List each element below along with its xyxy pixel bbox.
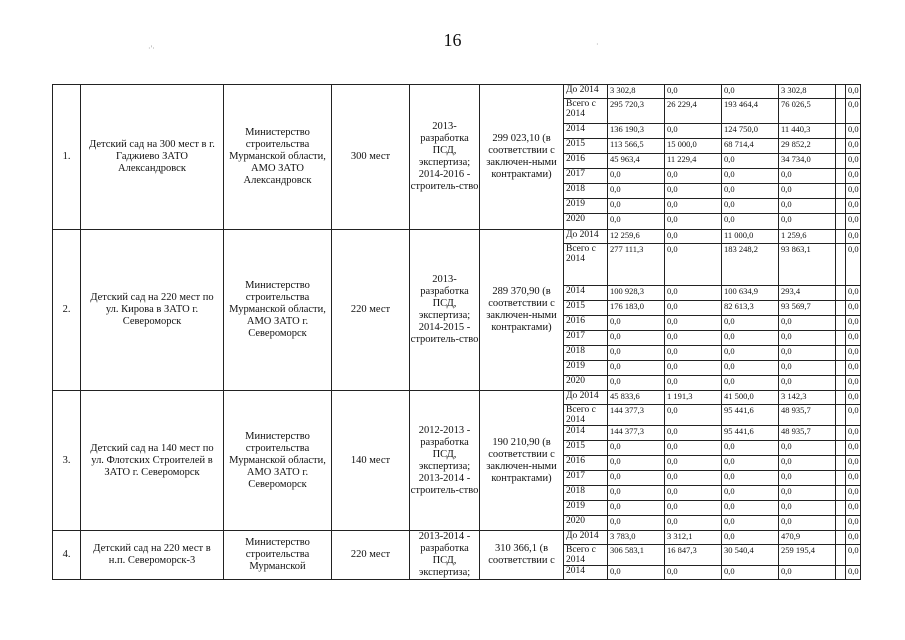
amount-cell: 0,0 [846, 361, 861, 376]
customer-cell: Министерство строительства Мурманской области, АМО ЗАТО Александровск [224, 85, 332, 230]
amount-cell: 11 440,3 [779, 124, 836, 139]
amount-cell: 0,0 [846, 545, 861, 566]
amount-cell: 0,0 [846, 566, 861, 580]
customer-cell: Министерство строительства Мурманской области, АМО ЗАТО г. Североморск [224, 391, 332, 531]
year-cell: 2019 [564, 361, 608, 376]
amount-cell: 293,4 [779, 286, 836, 301]
amount-cell: 0,0 [846, 376, 861, 391]
amount-cell: 0,0 [665, 456, 722, 471]
row-index: 4. [53, 531, 81, 580]
object-name: Детский сад на 220 мест в н.п. Североморск-3 [81, 531, 224, 580]
amount-cell: 0,0 [779, 169, 836, 184]
spacer-cell [836, 184, 846, 199]
amount-cell: 136 190,3 [608, 124, 665, 139]
amount-cell: 0,0 [846, 184, 861, 199]
year-cell: 2017 [564, 471, 608, 486]
spacer-cell [836, 85, 846, 99]
amount-cell: 0,0 [665, 426, 722, 441]
amount-cell: 3 302,8 [608, 85, 665, 99]
amount-cell: 183 248,2 [722, 244, 779, 286]
amount-cell: 0,0 [608, 214, 665, 230]
year-cell: 2016 [564, 456, 608, 471]
amount-cell: 0,0 [846, 531, 861, 545]
page-number: 16 [443, 30, 462, 50]
amount-cell: 0,0 [665, 346, 722, 361]
year-cell: 2015 [564, 441, 608, 456]
year-cell: 2014 [564, 566, 608, 580]
amount-cell: 0,0 [846, 99, 861, 124]
amount-cell: 0,0 [608, 471, 665, 486]
spacer-cell [836, 154, 846, 169]
amount-cell: 0,0 [665, 214, 722, 230]
spacer-cell [836, 516, 846, 531]
amount-cell: 0,0 [722, 169, 779, 184]
spacer-cell [836, 531, 846, 545]
amount-cell: 0,0 [608, 184, 665, 199]
scan-speck: ·'· [148, 44, 155, 53]
amount-cell: 68 714,4 [722, 139, 779, 154]
spacer-cell [836, 199, 846, 214]
period-cell: 2012-2013 - разработка ПСД, экспертиза; 2013-2014 - строитель-ство [410, 391, 480, 531]
amount-cell: 0,0 [846, 154, 861, 169]
amount-cell: 0,0 [846, 85, 861, 99]
amount-cell: 0,0 [608, 346, 665, 361]
table-row [53, 391, 861, 405]
customer-cell: Министерство строительства Мурманской [224, 531, 332, 580]
year-cell: Всего с 2014 [564, 99, 608, 124]
amount-cell: 470,9 [779, 531, 836, 545]
object-name: Детский сад на 300 мест в г. Гаджиево ЗАТО Александровск [81, 85, 224, 230]
amount-cell: 3 783,0 [608, 531, 665, 545]
amount-cell: 30 540,4 [722, 545, 779, 566]
amount-cell: 0,0 [608, 456, 665, 471]
amount-cell: 0,0 [665, 441, 722, 456]
spacer-cell [836, 331, 846, 346]
spacer-cell [836, 471, 846, 486]
year-cell: 2020 [564, 516, 608, 531]
amount-cell: 100 928,3 [608, 286, 665, 301]
amount-cell: 95 441,6 [722, 426, 779, 441]
spacer-cell [836, 441, 846, 456]
amount-cell: 193 464,4 [722, 99, 779, 124]
capacity-cell: 300 мест [332, 85, 410, 230]
amount-cell: 144 377,3 [608, 405, 665, 426]
capacity-cell: 220 мест [332, 531, 410, 580]
amount-cell: 0,0 [846, 501, 861, 516]
amount-cell: 0,0 [608, 486, 665, 501]
spacer-cell [836, 214, 846, 230]
object-name: Детский сад на 140 мест по ул. Флотских Строителей в ЗАТО г. Североморск [81, 391, 224, 531]
year-cell: 2017 [564, 169, 608, 184]
amount-cell: 113 566,5 [608, 139, 665, 154]
year-cell: Всего с 2014 [564, 545, 608, 566]
amount-cell: 0,0 [608, 361, 665, 376]
amount-cell: 0,0 [846, 244, 861, 286]
amount-cell: 93 569,7 [779, 301, 836, 316]
amount-cell: 34 734,0 [779, 154, 836, 169]
row-index: 2. [53, 230, 81, 391]
amount-cell: 0,0 [846, 124, 861, 139]
year-cell: 2018 [564, 346, 608, 361]
amount-cell: 0,0 [779, 486, 836, 501]
amount-cell: 0,0 [665, 301, 722, 316]
spacer-cell [836, 124, 846, 139]
amount-cell: 41 500,0 [722, 391, 779, 405]
spacer-cell [836, 426, 846, 441]
amount-cell: 0,0 [608, 516, 665, 531]
year-cell: 2020 [564, 214, 608, 230]
table-row [53, 230, 861, 244]
amount-cell: 45 833,6 [608, 391, 665, 405]
amount-cell: 0,0 [665, 566, 722, 580]
spacer-cell [836, 405, 846, 426]
amount-cell: 0,0 [665, 405, 722, 426]
amount-cell: 0,0 [846, 301, 861, 316]
amount-cell: 0,0 [846, 331, 861, 346]
year-cell: 2019 [564, 501, 608, 516]
year-cell: 2018 [564, 486, 608, 501]
amount-cell: 0,0 [722, 346, 779, 361]
spacer-cell [836, 566, 846, 580]
amount-cell: 0,0 [665, 361, 722, 376]
amount-cell: 11 229,4 [665, 154, 722, 169]
amount-cell: 0,0 [665, 230, 722, 244]
amount-cell: 12 259,6 [608, 230, 665, 244]
amount-cell: 26 229,4 [665, 99, 722, 124]
amount-cell: 1 191,3 [665, 391, 722, 405]
amount-cell: 95 441,6 [722, 405, 779, 426]
amount-cell: 0,0 [846, 139, 861, 154]
amount-cell: 82 613,3 [722, 301, 779, 316]
year-cell: 2019 [564, 199, 608, 214]
spacer-cell [836, 346, 846, 361]
amount-cell: 0,0 [779, 516, 836, 531]
amount-cell: 0,0 [846, 456, 861, 471]
amount-cell: 0,0 [846, 405, 861, 426]
cost-cell: 289 370,90 (в соответствии с заключен-ными контрактами) [480, 230, 564, 391]
amount-cell: 0,0 [722, 566, 779, 580]
amount-cell: 0,0 [846, 316, 861, 331]
year-cell: Всего с 2014 [564, 405, 608, 426]
period-cell: 2013-2014 - разработка ПСД, экспертиза; [410, 531, 480, 580]
amount-cell: 0,0 [779, 184, 836, 199]
amount-cell: 124 750,0 [722, 124, 779, 139]
spacer-cell [836, 99, 846, 124]
amount-cell: 144 377,3 [608, 426, 665, 441]
construction-projects-table [52, 84, 861, 580]
amount-cell: 277 111,3 [608, 244, 665, 286]
amount-cell: 16 847,3 [665, 545, 722, 566]
amount-cell: 0,0 [779, 566, 836, 580]
amount-cell: 0,0 [846, 286, 861, 301]
spacer-cell [836, 301, 846, 316]
amount-cell: 0,0 [779, 471, 836, 486]
spacer-cell [836, 361, 846, 376]
amount-cell: 48 935,7 [779, 405, 836, 426]
spacer-cell [836, 139, 846, 154]
amount-cell: 0,0 [779, 501, 836, 516]
amount-cell: 29 852,2 [779, 139, 836, 154]
amount-cell: 0,0 [722, 184, 779, 199]
row-index: 3. [53, 391, 81, 531]
amount-cell: 0,0 [665, 331, 722, 346]
amount-cell: 3 302,8 [779, 85, 836, 99]
amount-cell: 0,0 [722, 316, 779, 331]
year-cell: 2014 [564, 124, 608, 139]
amount-cell: 45 963,4 [608, 154, 665, 169]
amount-cell: 0,0 [846, 214, 861, 230]
spacer-cell [836, 244, 846, 286]
year-cell: До 2014 [564, 230, 608, 244]
amount-cell: 0,0 [608, 566, 665, 580]
amount-cell: 3 142,3 [779, 391, 836, 405]
amount-cell: 0,0 [608, 331, 665, 346]
customer-cell: Министерство строительства Мурманской области, АМО ЗАТО г. Североморск [224, 230, 332, 391]
cost-cell: 299 023,10 (в соответствии с заключен-ными контрактами) [480, 85, 564, 230]
year-cell: 2016 [564, 154, 608, 169]
amount-cell: 0,0 [608, 501, 665, 516]
amount-cell: 1 259,6 [779, 230, 836, 244]
amount-cell: 0,0 [665, 471, 722, 486]
amount-cell: 0,0 [722, 516, 779, 531]
amount-cell: 0,0 [722, 501, 779, 516]
amount-cell: 0,0 [722, 331, 779, 346]
spacer-cell [836, 316, 846, 331]
amount-cell: 3 312,1 [665, 531, 722, 545]
amount-cell: 0,0 [846, 169, 861, 184]
amount-cell: 0,0 [846, 486, 861, 501]
amount-cell: 0,0 [608, 169, 665, 184]
spacer-cell [836, 169, 846, 184]
amount-cell: 0,0 [779, 456, 836, 471]
amount-cell: 11 000,0 [722, 230, 779, 244]
scan-speck: · [596, 40, 599, 49]
amount-cell: 0,0 [722, 531, 779, 545]
amount-cell: 176 183,0 [608, 301, 665, 316]
amount-cell: 295 720,3 [608, 99, 665, 124]
amount-cell: 0,0 [846, 516, 861, 531]
amount-cell: 0,0 [665, 85, 722, 99]
year-cell: 2020 [564, 376, 608, 391]
amount-cell: 0,0 [608, 376, 665, 391]
amount-cell: 0,0 [722, 376, 779, 391]
amount-cell: 0,0 [608, 441, 665, 456]
period-cell: 2013-разработка ПСД, экспертиза; 2014-2015 - строитель-ство [410, 230, 480, 391]
amount-cell: 0,0 [779, 199, 836, 214]
row-index: 1. [53, 85, 81, 230]
amount-cell: 259 195,4 [779, 545, 836, 566]
amount-cell: 0,0 [665, 486, 722, 501]
spacer-cell [836, 230, 846, 244]
cost-cell: 190 210,90 (в соответствии с заключен-ными контрактами) [480, 391, 564, 531]
period-cell: 2013-разработка ПСД, экспертиза; 2014-2016 - строитель-ство [410, 85, 480, 230]
amount-cell: 15 000,0 [665, 139, 722, 154]
year-cell: До 2014 [564, 531, 608, 545]
amount-cell: 0,0 [665, 316, 722, 331]
amount-cell: 0,0 [779, 441, 836, 456]
amount-cell: 0,0 [722, 85, 779, 99]
year-cell: 2014 [564, 286, 608, 301]
amount-cell: 0,0 [846, 199, 861, 214]
amount-cell: 0,0 [722, 486, 779, 501]
amount-cell: 0,0 [665, 501, 722, 516]
spacer-cell [836, 501, 846, 516]
amount-cell: 0,0 [846, 391, 861, 405]
object-name: Детский сад на 220 мест по ул. Кирова в ЗАТО г. Североморск [81, 230, 224, 391]
amount-cell: 0,0 [846, 426, 861, 441]
amount-cell: 0,0 [779, 376, 836, 391]
amount-cell: 48 935,7 [779, 426, 836, 441]
spacer-cell [836, 456, 846, 471]
amount-cell: 0,0 [722, 154, 779, 169]
amount-cell: 0,0 [665, 199, 722, 214]
year-cell: Всего с 2014 [564, 244, 608, 286]
year-cell: 2017 [564, 331, 608, 346]
amount-cell: 100 634,9 [722, 286, 779, 301]
amount-cell: 0,0 [722, 361, 779, 376]
table-row [53, 85, 861, 99]
year-cell: 2015 [564, 301, 608, 316]
year-cell: До 2014 [564, 391, 608, 405]
amount-cell: 0,0 [846, 441, 861, 456]
year-cell: 2016 [564, 316, 608, 331]
amount-cell: 0,0 [722, 214, 779, 230]
spacer-cell [836, 391, 846, 405]
spacer-cell [836, 545, 846, 566]
amount-cell: 0,0 [722, 199, 779, 214]
amount-cell: 0,0 [665, 376, 722, 391]
amount-cell: 0,0 [779, 361, 836, 376]
amount-cell: 0,0 [722, 456, 779, 471]
amount-cell: 0,0 [665, 169, 722, 184]
amount-cell: 0,0 [846, 346, 861, 361]
capacity-cell: 220 мест [332, 230, 410, 391]
amount-cell: 0,0 [665, 184, 722, 199]
year-cell: До 2014 [564, 85, 608, 99]
amount-cell: 0,0 [665, 286, 722, 301]
amount-cell: 0,0 [665, 244, 722, 286]
amount-cell: 0,0 [608, 199, 665, 214]
year-cell: 2015 [564, 139, 608, 154]
year-cell: 2018 [564, 184, 608, 199]
amount-cell: 0,0 [665, 124, 722, 139]
amount-cell: 0,0 [722, 471, 779, 486]
amount-cell: 0,0 [846, 230, 861, 244]
amount-cell: 0,0 [779, 214, 836, 230]
spacer-cell [836, 286, 846, 301]
cost-cell: 310 366,1 (в соответствии с [480, 531, 564, 580]
amount-cell: 306 583,1 [608, 545, 665, 566]
amount-cell: 76 026,5 [779, 99, 836, 124]
year-cell: 2014 [564, 426, 608, 441]
amount-cell: 0,0 [779, 346, 836, 361]
amount-cell: 0,0 [722, 441, 779, 456]
amount-cell: 0,0 [779, 316, 836, 331]
amount-cell: 0,0 [665, 516, 722, 531]
amount-cell: 0,0 [779, 331, 836, 346]
table-row [53, 531, 861, 545]
capacity-cell: 140 мест [332, 391, 410, 531]
amount-cell: 93 863,1 [779, 244, 836, 286]
amount-cell: 0,0 [846, 471, 861, 486]
spacer-cell [836, 376, 846, 391]
amount-cell: 0,0 [608, 316, 665, 331]
spacer-cell [836, 486, 846, 501]
